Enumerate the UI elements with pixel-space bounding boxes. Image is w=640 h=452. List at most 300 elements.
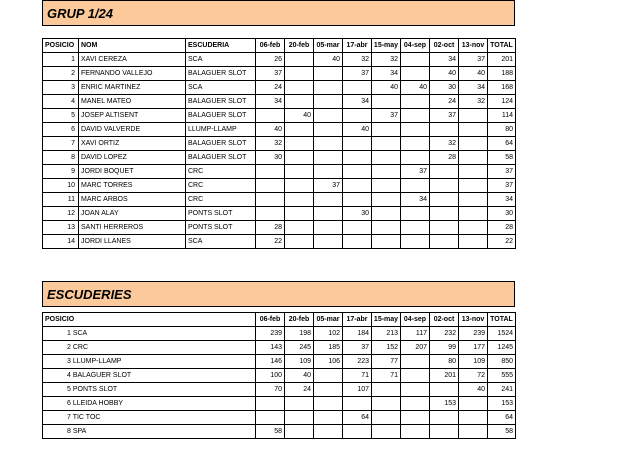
row-name: JORDI LLANES	[79, 235, 186, 249]
row-points: 34	[372, 67, 401, 81]
escuderies-banner	[42, 281, 515, 307]
row-team: PONTS SLOT	[186, 207, 256, 221]
row-points	[285, 137, 314, 151]
row-points	[285, 151, 314, 165]
row-points: 177	[459, 341, 488, 355]
header-date: 13-nov	[459, 313, 488, 327]
row-points	[401, 369, 430, 383]
row-team: SCA	[186, 53, 256, 67]
row-position: 8	[43, 151, 79, 165]
row-points: 37	[430, 109, 459, 123]
row-points: 40	[372, 81, 401, 95]
row-points: 34	[401, 193, 430, 207]
row-points	[343, 81, 372, 95]
row-points	[372, 221, 401, 235]
row-points	[430, 425, 459, 439]
row-points	[430, 179, 459, 193]
row-points	[285, 235, 314, 249]
row-points	[459, 165, 488, 179]
row-team: PONTS SLOT	[186, 221, 256, 235]
row-points	[343, 193, 372, 207]
row-points: 152	[372, 341, 401, 355]
row-points	[256, 179, 285, 193]
row-points: 245	[285, 341, 314, 355]
row-points	[285, 207, 314, 221]
header-date: 20-feb	[285, 39, 314, 53]
row-points	[314, 109, 343, 123]
row-points: 223	[343, 355, 372, 369]
row-total: 64	[488, 411, 516, 425]
row-points	[285, 95, 314, 109]
row-points	[430, 383, 459, 397]
row-points: 213	[372, 327, 401, 341]
header-escuderia: ESCUDERIA	[186, 39, 256, 53]
table-row	[43, 81, 516, 95]
row-points: 24	[285, 383, 314, 397]
row-points	[372, 193, 401, 207]
row-points	[256, 411, 285, 425]
row-total: 114	[488, 109, 516, 123]
row-points	[285, 53, 314, 67]
row-points	[459, 235, 488, 249]
row-points	[343, 179, 372, 193]
row-points	[401, 67, 430, 81]
header-date: 02-oct	[430, 39, 459, 53]
row-points	[459, 397, 488, 411]
row-points	[285, 165, 314, 179]
row-points	[401, 383, 430, 397]
row-points	[285, 193, 314, 207]
row-team: CRC	[186, 179, 256, 193]
row-points	[401, 207, 430, 221]
row-total: 37	[488, 165, 516, 179]
row-points	[372, 137, 401, 151]
table-row	[43, 235, 516, 249]
row-points	[372, 207, 401, 221]
row-points: 232	[430, 327, 459, 341]
row-points	[401, 151, 430, 165]
row-points: 34	[343, 95, 372, 109]
row-points: 40	[430, 67, 459, 81]
row-position: 4	[43, 95, 79, 109]
header-date: 04-sep	[401, 313, 430, 327]
row-points	[459, 137, 488, 151]
row-points	[401, 179, 430, 193]
row-points	[401, 123, 430, 137]
row-points: 37	[372, 109, 401, 123]
row-points	[256, 109, 285, 123]
row-points	[314, 397, 343, 411]
header-posicio: POSICIO	[43, 313, 256, 327]
row-total: 555	[488, 369, 516, 383]
grup-table	[42, 38, 516, 249]
escuderies-title: ESCUDERIES	[47, 287, 132, 302]
grup-banner	[42, 0, 515, 26]
row-points: 28	[430, 151, 459, 165]
row-points: 34	[256, 95, 285, 109]
row-points	[372, 151, 401, 165]
row-points	[285, 123, 314, 137]
row-points: 239	[459, 327, 488, 341]
row-points: 22	[256, 235, 285, 249]
row-points: 40	[314, 53, 343, 67]
row-total: 37	[488, 179, 516, 193]
row-total: 28	[488, 221, 516, 235]
table-row	[43, 327, 516, 341]
row-points: 106	[314, 355, 343, 369]
row-total: 153	[488, 397, 516, 411]
row-points	[314, 235, 343, 249]
row-position: 9	[43, 165, 79, 179]
row-position: 11	[43, 193, 79, 207]
header-nom: NOM	[79, 39, 186, 53]
row-team: BALAGUER SLOT	[186, 109, 256, 123]
row-points	[314, 193, 343, 207]
row-name: DAVID VALVERDE	[79, 123, 186, 137]
row-points	[314, 207, 343, 221]
grup-header-row	[43, 39, 516, 53]
row-total: 30	[488, 207, 516, 221]
row-points	[372, 383, 401, 397]
table-row	[43, 95, 516, 109]
row-total: 168	[488, 81, 516, 95]
row-points	[430, 193, 459, 207]
row-points: 107	[343, 383, 372, 397]
row-name: SANTI HERREROS	[79, 221, 186, 235]
row-points	[459, 411, 488, 425]
header-date: 06-feb	[256, 313, 285, 327]
table-row	[43, 53, 516, 67]
row-points: 109	[285, 355, 314, 369]
row-points	[430, 207, 459, 221]
row-points: 146	[256, 355, 285, 369]
row-team: CRC	[186, 193, 256, 207]
row-points	[459, 109, 488, 123]
row-name: JOAN ALAY	[79, 207, 186, 221]
row-points	[401, 109, 430, 123]
row-total: 22	[488, 235, 516, 249]
header-date: 15-may	[372, 313, 401, 327]
row-points: 198	[285, 327, 314, 341]
table-row	[43, 207, 516, 221]
escuderies-table	[42, 312, 516, 439]
row-points	[314, 67, 343, 81]
row-points	[459, 207, 488, 221]
header-date: 06-feb	[256, 39, 285, 53]
row-total: 201	[488, 53, 516, 67]
row-points	[314, 383, 343, 397]
row-points: 184	[343, 327, 372, 341]
table-row	[43, 67, 516, 81]
row-points: 40	[459, 67, 488, 81]
table-row	[43, 383, 516, 397]
row-position: 10	[43, 179, 79, 193]
row-points: 37	[343, 341, 372, 355]
row-points	[285, 179, 314, 193]
row-name: FERNANDO VALLEJO	[79, 67, 186, 81]
row-points	[459, 179, 488, 193]
row-label: 8 SPA	[43, 425, 256, 439]
row-total: 1245	[488, 341, 516, 355]
table-row	[43, 221, 516, 235]
row-total: 241	[488, 383, 516, 397]
row-points: 40	[401, 81, 430, 95]
row-name: XAVI CEREZA	[79, 53, 186, 67]
table-row	[43, 425, 516, 439]
row-position: 7	[43, 137, 79, 151]
table-row	[43, 179, 516, 193]
row-team: BALAGUER SLOT	[186, 67, 256, 81]
row-team: BALAGUER SLOT	[186, 137, 256, 151]
row-points: 34	[459, 81, 488, 95]
row-position: 13	[43, 221, 79, 235]
table-row	[43, 193, 516, 207]
row-points: 37	[401, 165, 430, 179]
row-points	[343, 109, 372, 123]
row-position: 6	[43, 123, 79, 137]
row-points: 32	[372, 53, 401, 67]
row-total: 34	[488, 193, 516, 207]
row-points: 64	[343, 411, 372, 425]
row-points: 185	[314, 341, 343, 355]
row-team: BALAGUER SLOT	[186, 151, 256, 165]
row-points: 58	[256, 425, 285, 439]
row-points: 37	[256, 67, 285, 81]
row-points	[459, 425, 488, 439]
row-points	[314, 95, 343, 109]
row-name: MARC TORRES	[79, 179, 186, 193]
header-date: 05-mar	[314, 313, 343, 327]
row-points: 26	[256, 53, 285, 67]
row-points	[430, 123, 459, 137]
table-row	[43, 109, 516, 123]
grup-title: GRUP 1/24	[47, 6, 113, 21]
row-points	[459, 151, 488, 165]
row-team: CRC	[186, 165, 256, 179]
header-date: 13-nov	[459, 39, 488, 53]
row-points: 30	[430, 81, 459, 95]
escuderies-header-row	[43, 313, 516, 327]
row-points: 99	[430, 341, 459, 355]
row-total: 64	[488, 137, 516, 151]
row-total: 124	[488, 95, 516, 109]
row-points	[343, 165, 372, 179]
row-points	[314, 137, 343, 151]
row-points	[343, 425, 372, 439]
row-name: MANEL MATEO	[79, 95, 186, 109]
row-points: 72	[459, 369, 488, 383]
row-points: 80	[430, 355, 459, 369]
row-points	[401, 411, 430, 425]
row-points	[285, 81, 314, 95]
row-points	[459, 193, 488, 207]
row-points: 32	[256, 137, 285, 151]
row-name: ENRIC MARTINEZ	[79, 81, 186, 95]
row-position: 12	[43, 207, 79, 221]
row-points: 30	[256, 151, 285, 165]
row-points: 77	[372, 355, 401, 369]
row-label: 4 BALAGUER SLOT	[43, 369, 256, 383]
row-position: 3	[43, 81, 79, 95]
row-name: JOSEP ALTISENT	[79, 109, 186, 123]
header-date: 17-abr	[343, 313, 372, 327]
row-points: 153	[430, 397, 459, 411]
row-label: 5 PONTS SLOT	[43, 383, 256, 397]
row-points	[314, 123, 343, 137]
row-points	[401, 137, 430, 151]
row-points: 34	[430, 53, 459, 67]
row-points	[372, 425, 401, 439]
row-points	[401, 235, 430, 249]
row-position: 1	[43, 53, 79, 67]
header-date: 17-abr	[343, 39, 372, 53]
row-team: SCA	[186, 81, 256, 95]
row-points: 207	[401, 341, 430, 355]
row-points	[401, 425, 430, 439]
row-points	[401, 95, 430, 109]
header-date: 15-may	[372, 39, 401, 53]
table-row	[43, 397, 516, 411]
row-points: 40	[459, 383, 488, 397]
row-total: 1524	[488, 327, 516, 341]
row-points	[430, 165, 459, 179]
header-total: TOTAL	[488, 39, 516, 53]
row-points	[314, 425, 343, 439]
row-points	[401, 397, 430, 411]
row-points: 40	[285, 369, 314, 383]
table-row	[43, 151, 516, 165]
row-points	[372, 179, 401, 193]
table-row	[43, 355, 516, 369]
table-row	[43, 369, 516, 383]
row-points: 109	[459, 355, 488, 369]
row-points	[285, 425, 314, 439]
row-points: 201	[430, 369, 459, 383]
row-points: 28	[256, 221, 285, 235]
row-points	[285, 67, 314, 81]
row-points: 30	[343, 207, 372, 221]
row-points: 40	[343, 123, 372, 137]
row-points	[372, 397, 401, 411]
table-row	[43, 165, 516, 179]
row-points: 32	[430, 137, 459, 151]
row-label: 1 SCA	[43, 327, 256, 341]
row-points	[285, 411, 314, 425]
row-points: 37	[459, 53, 488, 67]
row-total: 80	[488, 123, 516, 137]
row-points	[314, 221, 343, 235]
row-team: BALAGUER SLOT	[186, 95, 256, 109]
row-points	[459, 123, 488, 137]
table-row	[43, 411, 516, 425]
row-team: SCA	[186, 235, 256, 249]
row-points: 102	[314, 327, 343, 341]
row-points	[372, 411, 401, 425]
table-row	[43, 123, 516, 137]
row-points: 40	[256, 123, 285, 137]
row-points	[343, 137, 372, 151]
row-name: XAVI ORTIZ	[79, 137, 186, 151]
row-points: 24	[256, 81, 285, 95]
row-points	[401, 221, 430, 235]
row-points	[372, 123, 401, 137]
table-row	[43, 341, 516, 355]
row-points: 37	[314, 179, 343, 193]
row-label: 6 LLEIDA HOBBY	[43, 397, 256, 411]
row-points	[372, 235, 401, 249]
row-team: LLUMP-LLAMP	[186, 123, 256, 137]
row-total: 58	[488, 151, 516, 165]
row-points	[401, 53, 430, 67]
row-label: 3 LLUMP-LLAMP	[43, 355, 256, 369]
row-points	[314, 81, 343, 95]
row-points	[372, 95, 401, 109]
row-name: DAVID LOPEZ	[79, 151, 186, 165]
row-points	[256, 165, 285, 179]
row-position: 2	[43, 67, 79, 81]
row-name: JORDI BOQUET	[79, 165, 186, 179]
row-total: 58	[488, 425, 516, 439]
row-label: 7 TIC TOC	[43, 411, 256, 425]
row-points: 100	[256, 369, 285, 383]
row-points	[343, 397, 372, 411]
row-points: 143	[256, 341, 285, 355]
header-date: 20-feb	[285, 313, 314, 327]
header-date: 04-sep	[401, 39, 430, 53]
row-name: MARC ARBOS	[79, 193, 186, 207]
row-position: 5	[43, 109, 79, 123]
row-points: 71	[343, 369, 372, 383]
row-points	[430, 221, 459, 235]
row-points: 117	[401, 327, 430, 341]
header-date: 02-oct	[430, 313, 459, 327]
row-points: 32	[343, 53, 372, 67]
row-points: 32	[459, 95, 488, 109]
row-points: 37	[343, 67, 372, 81]
row-points	[372, 165, 401, 179]
row-points	[343, 235, 372, 249]
row-points	[314, 151, 343, 165]
row-points	[256, 207, 285, 221]
row-points	[401, 355, 430, 369]
row-points	[256, 397, 285, 411]
row-position: 14	[43, 235, 79, 249]
row-points	[343, 221, 372, 235]
row-points: 40	[285, 109, 314, 123]
header-total: TOTAL	[488, 313, 516, 327]
row-points	[256, 193, 285, 207]
header-posicio: POSICIO	[43, 39, 79, 53]
row-points	[314, 165, 343, 179]
row-points: 70	[256, 383, 285, 397]
row-label: 2 CRC	[43, 341, 256, 355]
row-points: 239	[256, 327, 285, 341]
row-total: 188	[488, 67, 516, 81]
row-points	[430, 411, 459, 425]
table-row	[43, 137, 516, 151]
row-points	[285, 221, 314, 235]
row-points	[343, 151, 372, 165]
row-points: 24	[430, 95, 459, 109]
row-points	[430, 235, 459, 249]
row-points	[285, 397, 314, 411]
row-points	[314, 369, 343, 383]
row-total: 850	[488, 355, 516, 369]
row-points	[314, 411, 343, 425]
row-points	[459, 221, 488, 235]
row-points: 71	[372, 369, 401, 383]
header-date: 05-mar	[314, 39, 343, 53]
